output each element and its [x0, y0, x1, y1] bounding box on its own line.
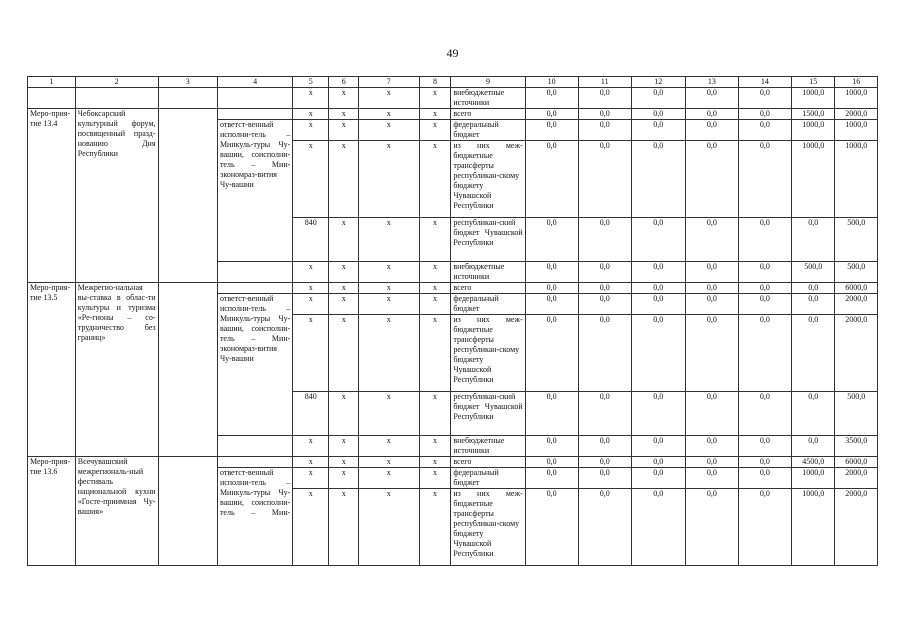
value-cell: 0,0 [631, 109, 685, 120]
value-cell: 0,0 [685, 489, 738, 566]
value-cell: 0,0 [791, 436, 835, 457]
value-cell: 0,0 [631, 88, 685, 109]
cell: x [293, 294, 329, 315]
value-cell: 1000,0 [791, 489, 835, 566]
cell: x [359, 120, 419, 141]
cell: x [329, 88, 359, 109]
header-cell: 13 [685, 77, 738, 88]
cell: x [329, 392, 359, 436]
cell: x [359, 294, 419, 315]
cell [217, 262, 292, 283]
measure-name: Межрегио-нальная вы-ставка в облас-ти культуры и туризма «Ре-гионы – со-трудничество без границ» [75, 283, 158, 457]
cell: x [329, 457, 359, 468]
value-cell: 500,0 [835, 262, 878, 283]
cell: x [329, 489, 359, 566]
cell: x [293, 262, 329, 283]
table-row [28, 283, 878, 294]
value-cell: 0,0 [578, 141, 631, 218]
cell: x [329, 283, 359, 294]
value-cell: 1000,0 [791, 468, 835, 489]
value-cell: 0,0 [578, 218, 631, 262]
header-cell: 2 [75, 77, 158, 88]
value-cell: 0,0 [738, 88, 791, 109]
responsible-cell: ответст-венный исполни-тель – Минкуль-туры Чу-вашии, соисполни-тель – Мин-экономраз-вития Чу-вашии [217, 120, 292, 262]
cell: x [419, 468, 451, 489]
value-cell: 0,0 [631, 315, 685, 392]
value-cell: 2000,0 [835, 315, 878, 392]
value-cell: 0,0 [631, 120, 685, 141]
cell: x [293, 436, 329, 457]
value-cell: 0,0 [631, 489, 685, 566]
header-cell: 9 [451, 77, 525, 88]
cell: x [419, 392, 451, 436]
continuation-row [28, 88, 878, 109]
value-cell: 2000,0 [835, 468, 878, 489]
value-cell: 0,0 [685, 315, 738, 392]
cell: x [359, 457, 419, 468]
value-cell: 0,0 [685, 294, 738, 315]
source-cell: федеральный бюджет [451, 120, 525, 141]
value-cell: 0,0 [631, 141, 685, 218]
source-cell: республикан-ский бюджет Чувашской Республики [451, 392, 525, 436]
value-cell: 2000,0 [835, 294, 878, 315]
value-cell: 0,0 [578, 283, 631, 294]
value-cell: 0,0 [685, 120, 738, 141]
cell: x [419, 489, 451, 566]
cell: x [419, 88, 451, 109]
value-cell: 0,0 [791, 218, 835, 262]
value-cell: 0,0 [738, 489, 791, 566]
cell: x [359, 392, 419, 436]
value-cell: 0,0 [738, 141, 791, 218]
source-cell: внебюджетные источники [451, 436, 525, 457]
value-cell: 0,0 [578, 392, 631, 436]
value-cell: 0,0 [685, 109, 738, 120]
value-cell: 0,0 [738, 294, 791, 315]
value-cell: 0,0 [578, 315, 631, 392]
responsible-cell: ответст-венный исполни-тель – Минкуль-туры Чу-вашии, соисполни-тель – Мин-экономраз-вития Чу-вашии [217, 294, 292, 436]
cell: x [359, 218, 419, 262]
value-cell: 0,0 [685, 262, 738, 283]
value-cell: 500,0 [835, 392, 878, 436]
value-cell: 0,0 [738, 283, 791, 294]
cell: x [359, 489, 419, 566]
cell: x [359, 141, 419, 218]
responsible-cell: ответст-венный исполни-тель – Минкуль-туры Чу-вашии, соисполни-тель – Мин- [217, 468, 292, 566]
cell: x [419, 120, 451, 141]
header-cell: 5 [293, 77, 329, 88]
cell: x [359, 315, 419, 392]
cell: x [419, 436, 451, 457]
budget-table [27, 76, 878, 566]
cell: x [419, 283, 451, 294]
value-cell: 1000,0 [835, 120, 878, 141]
value-cell: 0,0 [631, 457, 685, 468]
cell: x [419, 294, 451, 315]
measure-name: Всечувашский межрегиональ-ный фестиваль национальной кухни «Госте-приимная Чу-вашия» [75, 457, 158, 566]
value-cell: 0,0 [525, 489, 578, 566]
value-cell: 0,0 [631, 468, 685, 489]
value-cell: 0,0 [525, 109, 578, 120]
header-cell: 8 [419, 77, 451, 88]
header-cell: 4 [217, 77, 292, 88]
cell: 840 [293, 218, 329, 262]
cell: x [293, 468, 329, 489]
table-row [28, 109, 878, 120]
measure-label: Меро-прия-тие 13.6 [28, 457, 76, 566]
cell: x [419, 141, 451, 218]
source-cell: республикан-ский бюджет Чувашской Республики [451, 218, 525, 262]
cell: x [329, 468, 359, 489]
value-cell: 0,0 [738, 218, 791, 262]
value-cell: 0,0 [631, 294, 685, 315]
value-cell: 0,0 [525, 262, 578, 283]
source-cell: федеральный бюджет [451, 294, 525, 315]
header-cell: 1 [28, 77, 76, 88]
value-cell: 0,0 [685, 88, 738, 109]
value-cell: 1000,0 [835, 88, 878, 109]
cell [75, 88, 158, 109]
value-cell: 0,0 [578, 109, 631, 120]
header-row [28, 77, 878, 88]
value-cell: 0,0 [578, 120, 631, 141]
value-cell: 0,0 [578, 457, 631, 468]
value-cell: 0,0 [738, 315, 791, 392]
measure-label: Меро-прия-тие 13.5 [28, 283, 76, 457]
value-cell: 6000,0 [835, 283, 878, 294]
cell: x [419, 315, 451, 392]
value-cell: 0,0 [578, 262, 631, 283]
source-cell: из них меж-бюджетные трансферты республикан-скому бюджету Чувашской Республики [451, 141, 525, 218]
value-cell: 0,0 [578, 88, 631, 109]
source-cell: из них меж-бюджетные трансферты республикан-скому бюджету Чувашской Республики [451, 315, 525, 392]
value-cell: 0,0 [685, 468, 738, 489]
cell: x [359, 88, 419, 109]
cell: x [359, 262, 419, 283]
measure-label: Меро-прия-тие 13.4 [28, 109, 76, 283]
value-cell: 0,0 [738, 109, 791, 120]
value-cell: 0,0 [525, 120, 578, 141]
value-cell: 1000,0 [791, 120, 835, 141]
value-cell: 0,0 [685, 392, 738, 436]
value-cell: 2000,0 [835, 109, 878, 120]
header-cell: 16 [835, 77, 878, 88]
cell [158, 457, 217, 566]
source-cell: внебюджетные источники [451, 88, 525, 109]
cell: x [293, 109, 329, 120]
cell [158, 283, 217, 457]
value-cell: 0,0 [685, 218, 738, 262]
cell: x [329, 436, 359, 457]
value-cell: 0,0 [525, 457, 578, 468]
cell: x [329, 218, 359, 262]
value-cell: 0,0 [578, 489, 631, 566]
cell [28, 88, 76, 109]
value-cell: 0,0 [631, 262, 685, 283]
value-cell: 0,0 [631, 436, 685, 457]
value-cell: 500,0 [791, 262, 835, 283]
cell: x [293, 88, 329, 109]
source-cell: федеральный бюджет [451, 468, 525, 489]
value-cell: 4500,0 [791, 457, 835, 468]
value-cell: 0,0 [685, 283, 738, 294]
table-row [28, 457, 878, 468]
cell: x [293, 120, 329, 141]
value-cell: 0,0 [525, 392, 578, 436]
cell: x [329, 141, 359, 218]
value-cell: 1000,0 [835, 141, 878, 218]
value-cell: 1000,0 [791, 141, 835, 218]
value-cell: 0,0 [791, 392, 835, 436]
value-cell: 500,0 [835, 218, 878, 262]
header-cell: 3 [158, 77, 217, 88]
value-cell: 0,0 [525, 141, 578, 218]
measure-name: Чебоксарский культурный форум, посвященный празд-нованию Дня Республики [75, 109, 158, 283]
cell: x [329, 262, 359, 283]
cell: x [293, 315, 329, 392]
cell: x [359, 109, 419, 120]
cell [158, 109, 217, 283]
value-cell: 6000,0 [835, 457, 878, 468]
cell: x [329, 294, 359, 315]
value-cell: 0,0 [525, 294, 578, 315]
source-cell: всего [451, 283, 525, 294]
value-cell: 0,0 [578, 294, 631, 315]
value-cell: 0,0 [525, 315, 578, 392]
value-cell: 0,0 [791, 294, 835, 315]
cell: x [293, 141, 329, 218]
cell: x [329, 120, 359, 141]
cell: x [329, 109, 359, 120]
value-cell: 0,0 [685, 457, 738, 468]
value-cell: 3500,0 [835, 436, 878, 457]
value-cell: 0,0 [631, 283, 685, 294]
header-cell: 14 [738, 77, 791, 88]
value-cell: 0,0 [631, 392, 685, 436]
source-cell: всего [451, 109, 525, 120]
header-cell: 12 [631, 77, 685, 88]
cell [217, 457, 292, 468]
cell: x [359, 468, 419, 489]
value-cell: 0,0 [525, 88, 578, 109]
cell: x [419, 218, 451, 262]
value-cell: 0,0 [738, 120, 791, 141]
value-cell: 0,0 [525, 436, 578, 457]
cell [217, 109, 292, 120]
header-cell: 6 [329, 77, 359, 88]
header-cell: 7 [359, 77, 419, 88]
value-cell: 0,0 [525, 468, 578, 489]
value-cell: 0,0 [738, 262, 791, 283]
value-cell: 2000,0 [835, 489, 878, 566]
page-number: 49 [446, 46, 459, 60]
value-cell: 0,0 [525, 218, 578, 262]
cell: x [419, 109, 451, 120]
cell: x [359, 283, 419, 294]
value-cell: 0,0 [791, 283, 835, 294]
header-cell: 10 [525, 77, 578, 88]
source-cell: всего [451, 457, 525, 468]
cell: x [293, 457, 329, 468]
cell [217, 283, 292, 294]
cell [217, 436, 292, 457]
value-cell: 0,0 [738, 436, 791, 457]
value-cell: 0,0 [578, 468, 631, 489]
value-cell: 0,0 [738, 468, 791, 489]
source-cell: внебюджетные источники [451, 262, 525, 283]
cell: x [329, 315, 359, 392]
value-cell: 0,0 [738, 392, 791, 436]
header-cell: 15 [791, 77, 835, 88]
cell: x [293, 489, 329, 566]
value-cell: 0,0 [738, 457, 791, 468]
source-cell: из них меж-бюджетные трансферты республикан-скому бюджету Чувашской Республики [451, 489, 525, 566]
value-cell: 0,0 [578, 436, 631, 457]
cell [217, 88, 292, 109]
cell: 840 [293, 392, 329, 436]
value-cell: 1500,0 [791, 109, 835, 120]
value-cell: 0,0 [631, 218, 685, 262]
cell: x [359, 436, 419, 457]
header-cell: 11 [578, 77, 631, 88]
value-cell: 0,0 [685, 436, 738, 457]
cell [158, 88, 217, 109]
value-cell: 0,0 [685, 141, 738, 218]
cell: x [419, 457, 451, 468]
value-cell: 0,0 [525, 283, 578, 294]
value-cell: 0,0 [791, 315, 835, 392]
cell: x [419, 262, 451, 283]
cell: x [293, 283, 329, 294]
value-cell: 1000,0 [791, 88, 835, 109]
